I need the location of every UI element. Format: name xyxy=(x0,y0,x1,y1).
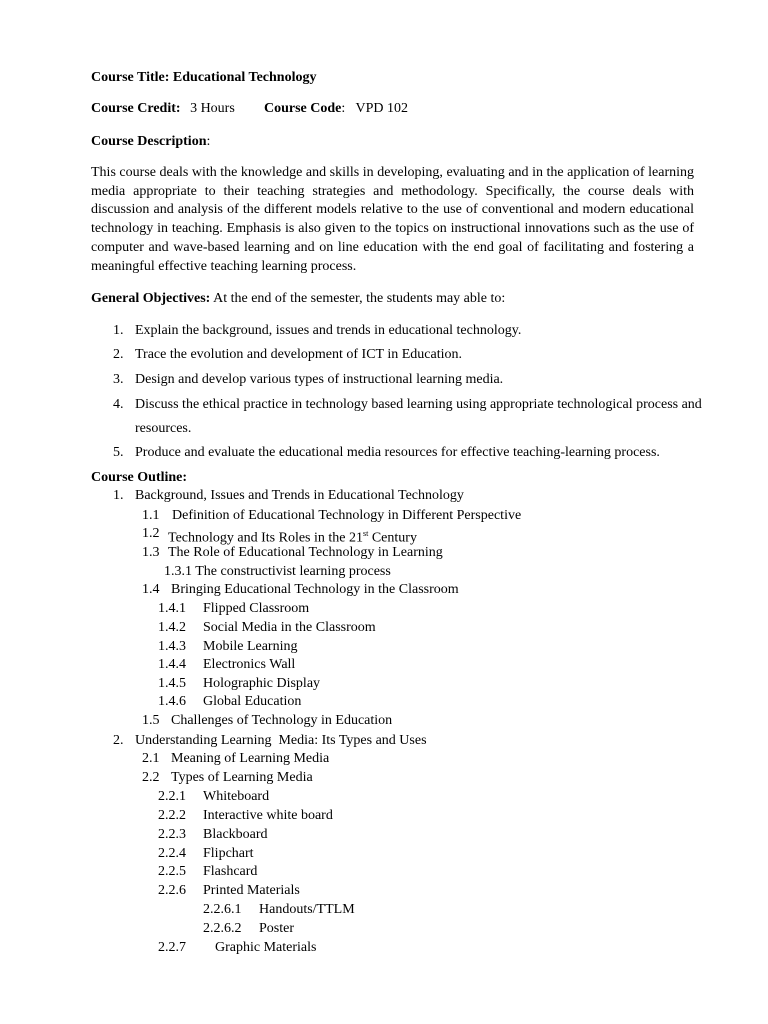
outline-unit-number: 1. xyxy=(113,488,124,503)
objective-number: 4. xyxy=(113,397,124,412)
outline-section-number: 2.1 xyxy=(142,751,160,766)
course-description-heading xyxy=(91,133,210,151)
general-objectives-intro: At the end of the semester, the students may able to: xyxy=(210,291,506,306)
outline-section-number: 2.2 xyxy=(142,770,160,785)
course-code-line xyxy=(264,100,408,118)
outline-subsubsection-title: Handouts/TTLM xyxy=(259,902,355,917)
course-description-label: Course Description xyxy=(91,134,207,149)
course-credit-value: 3 Hours xyxy=(190,101,235,116)
section-title-part: Century xyxy=(368,530,417,546)
course-title-value: Educational Technology xyxy=(172,70,317,85)
outline-subsection-number: 1.4.3 xyxy=(158,639,186,654)
outline-subsection-title: Flashcard xyxy=(203,864,258,879)
outline-unit-title: Background, Issues and Trends in Educational Technology xyxy=(135,488,464,503)
outline-subsection-title: Printed Materials xyxy=(203,883,300,898)
outline-subsubsection-number: 2.2.6.1 xyxy=(203,902,242,917)
outline-subsection-title: Electronics Wall xyxy=(203,657,296,672)
outline-subsubsection-title: Poster xyxy=(259,921,294,936)
course-credit-label: Course Credit: xyxy=(91,101,181,116)
description-colon: : xyxy=(206,134,211,149)
course-outline-label: Course Outline: xyxy=(91,470,188,485)
outline-section-number: 1.2 xyxy=(142,526,160,541)
outline-section-title: Meaning of Learning Media xyxy=(171,751,330,766)
objective-text: Discuss the ethical practice in technology based learning using appropriate technological process and xyxy=(135,397,702,412)
outline-subsection-title: Blackboard xyxy=(203,827,268,842)
course-title-line xyxy=(91,69,316,87)
outline-subsection-title: Whiteboard xyxy=(203,789,270,804)
objective-text: Produce and evaluate the educational media resources for effective teaching-learning process. xyxy=(135,445,660,460)
objective-text: Design and develop various types of instructional learning media. xyxy=(135,372,504,387)
outline-subsection-number: 1.4.2 xyxy=(158,620,186,635)
objective-number: 1. xyxy=(113,323,124,338)
outline-subsection-number: 1.4.5 xyxy=(158,676,186,691)
objective-number: 2. xyxy=(113,347,124,362)
objective-text-continued: resources. xyxy=(135,421,192,436)
outline-section-title: Challenges of Technology in Education xyxy=(171,713,393,728)
outline-subsubsection-number: 2.2.6.2 xyxy=(203,921,242,936)
general-objectives-label: General Objectives: xyxy=(91,291,211,306)
outline-subsection-title: Flipped Classroom xyxy=(203,601,310,616)
outline-section-title: Bringing Educational Technology in the Classroom xyxy=(171,582,459,597)
outline-subsection-title: Graphic Materials xyxy=(215,940,317,955)
course-code-value: : VPD 102 xyxy=(341,101,409,116)
outline-subsection-title: Interactive white board xyxy=(203,808,333,823)
outline-subsection-number: 2.2.4 xyxy=(158,846,186,861)
outline-section-number: 1.1 xyxy=(142,508,160,523)
objective-text: Trace the evolution and development of ICT in Education. xyxy=(135,347,462,362)
outline-section-title: Types of Learning Media xyxy=(171,770,313,785)
course-description-text: This course deals with the knowledge and skills in developing, evaluating and in the application of learning media appropriate to their teaching strategies and methodology. Specifically, the course deals with discussion and analysis of the different models relative to the use of conventional and modern educational technology in teaching. Emphasis is also given to the topics on instructional innovations such as the use of computer and wave-based learning and on line education with the end goal of facilitating and fostering a meaningful effective teaching learning process. xyxy=(91,165,694,274)
outline-subsection: 1.3.1 The constructivist learning process xyxy=(164,564,391,579)
objective-item xyxy=(113,444,124,462)
outline-subsection-title: Mobile Learning xyxy=(203,639,298,654)
outline-subsection-number: 2.2.1 xyxy=(158,789,186,804)
course-outline-heading xyxy=(91,469,187,487)
objective-item xyxy=(113,396,124,414)
objective-item xyxy=(113,371,124,389)
superscript: st xyxy=(363,529,369,538)
objective-number: 3. xyxy=(113,372,124,387)
outline-section-number: 1.3 xyxy=(142,545,160,560)
course-code-label: Course Code xyxy=(264,101,342,116)
general-objectives-heading xyxy=(91,290,505,308)
outline-subsection-number: 2.2.2 xyxy=(158,808,186,823)
outline-subsection-number: 2.2.6 xyxy=(158,883,186,898)
outline-section-number: 1.4 xyxy=(142,582,160,597)
outline-section-title: Definition of Educational Technology in Different Perspective xyxy=(172,508,522,523)
outline-section-title: The Role of Educational Technology in Learning xyxy=(168,545,443,560)
outline-subsection-title: Social Media in the Classroom xyxy=(203,620,376,635)
course-title-label: Course Title: xyxy=(91,70,170,85)
outline-subsection-title: Holographic Display xyxy=(203,676,321,691)
outline-subsection-number: 1.4.6 xyxy=(158,694,186,709)
outline-subsection-title: Flipchart xyxy=(203,846,254,861)
outline-subsection-number: 1.4.4 xyxy=(158,657,186,672)
outline-unit-number: 2. xyxy=(113,733,124,748)
outline-subsection-number: 2.2.7 xyxy=(158,940,186,955)
outline-subsection-number: 2.2.3 xyxy=(158,827,186,842)
outline-subsection-title: Global Education xyxy=(203,694,302,709)
outline-unit-title: Understanding Learning Media: Its Types and Uses xyxy=(135,733,427,748)
outline-subsection-number: 2.2.5 xyxy=(158,864,186,879)
outline-subsection-number: 1.4.1 xyxy=(158,601,186,616)
course-credit-line xyxy=(91,100,235,118)
objective-number: 5. xyxy=(113,445,124,460)
section-title-part: Technology and Its Roles in the 21 xyxy=(168,530,363,546)
objective-item xyxy=(113,346,124,364)
objective-item xyxy=(113,322,124,340)
objective-text: Explain the background, issues and trends in educational technology. xyxy=(135,323,522,338)
outline-section-number: 1.5 xyxy=(142,713,160,728)
